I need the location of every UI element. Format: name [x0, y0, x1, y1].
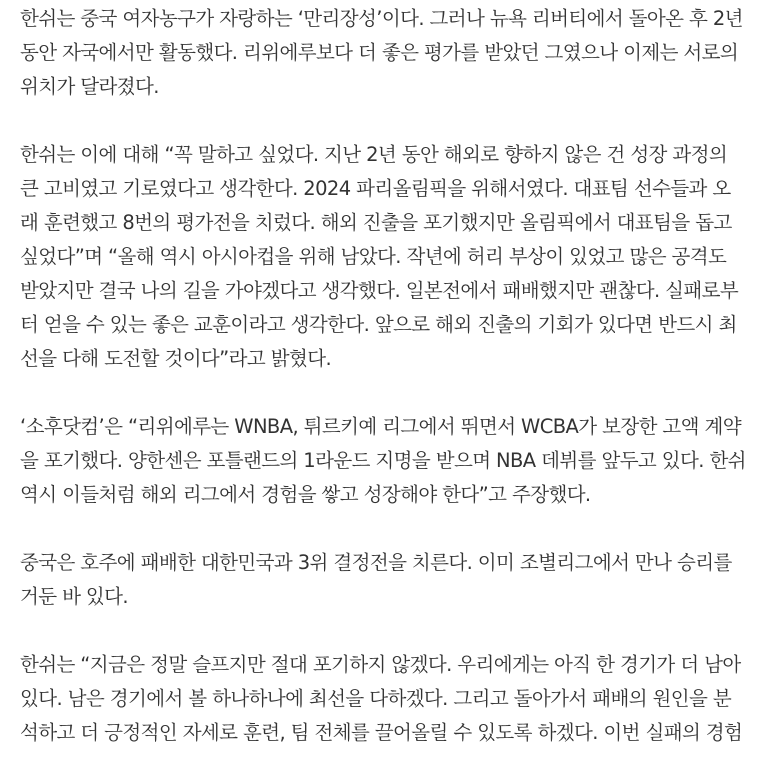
- paragraph-3: [20, 410, 782, 512]
- text-line: 선을 다해 도전할 것이다”라고 밝혔다.: [20, 347, 332, 370]
- text-line: 역시 이들처럼 해외 리그에서 경험을 쌓고 성장해야 한다”고 주장했다.: [20, 483, 591, 506]
- text-line: 큰 고비였고 기로였다고 생각한다. 2024 파리올림픽을 위해서였다. 대표팀 선수들과 오: [20, 177, 731, 200]
- text-line: 한쉬는 “지금은 정말 슬프지만 절대 포기하지 않겠다. 우리에게는 아직 한 경기가 더 남아: [20, 653, 741, 676]
- text-line: ‘소후닷컴’은 “리위에루는 WNBA, 튀르키예 리그에서 뛰면서 WCBA가 보장한 고액 계약: [20, 415, 741, 438]
- text-line: 한쉬는 이에 대해 “꼭 말하고 싶었다. 지난 2년 동안 해외로 향하지 않은 건 성장 과정의: [20, 143, 728, 166]
- text-line: 중국은 호주에 패배한 대한민국과 3위 결정전을 치른다. 이미 조별리그에서 만나 승리를: [20, 551, 732, 574]
- text-line: 거둔 바 있다.: [20, 585, 128, 608]
- text-line: 동안 자국에서만 활동했다. 리위에루보다 더 좋은 평가를 받았던 그였으나 이제는 서로의: [20, 41, 739, 64]
- paragraph-4: [20, 546, 782, 614]
- text-line: 위치가 달라졌다.: [20, 75, 159, 98]
- text-line: 한쉬는 중국 여자농구가 자랑하는 ‘만리장성’이다. 그러나 뉴욕 리버티에서 돌아온 후 2년: [20, 7, 743, 30]
- text-line: 받았지만 결국 나의 길을 가야겠다고 생각했다. 일본전에서 패배했지만 괜찮다. 실패로부: [20, 279, 739, 302]
- text-line: 석하고 더 긍정적인 자세로 훈련, 팀 전체를 끌어올릴 수 있도록 하겠다. 이번 실패의 경험: [20, 721, 743, 744]
- article-body: [20, 0, 782, 784]
- paragraph-2: [20, 138, 782, 376]
- paragraph-5: [20, 648, 782, 750]
- text-line: 있다. 남은 경기에서 볼 하나하나에 최선을 다하겠다. 그리고 돌아가서 패배의 원인을 분: [20, 687, 732, 710]
- text-line: 을 포기했다. 양한센은 포틀랜드의 1라운드 지명을 받으며 NBA 데뷔를 앞두고 있다. 한쉬: [20, 449, 746, 472]
- text-line: 싶었다”며 “올해 역시 아시아컵을 위해 남았다. 작년에 허리 부상이 있었고 많은 공격도: [20, 245, 727, 268]
- paragraph-1: [20, 2, 782, 104]
- text-line: 래 훈련했고 8번의 평가전을 치렀다. 해외 진출을 포기했지만 올림픽에서 대표팀을 돕고: [20, 211, 732, 234]
- text-line: 터 얻을 수 있는 좋은 교훈이라고 생각한다. 앞으로 해외 진출의 기회가 있다면 반드시 최: [20, 313, 737, 336]
